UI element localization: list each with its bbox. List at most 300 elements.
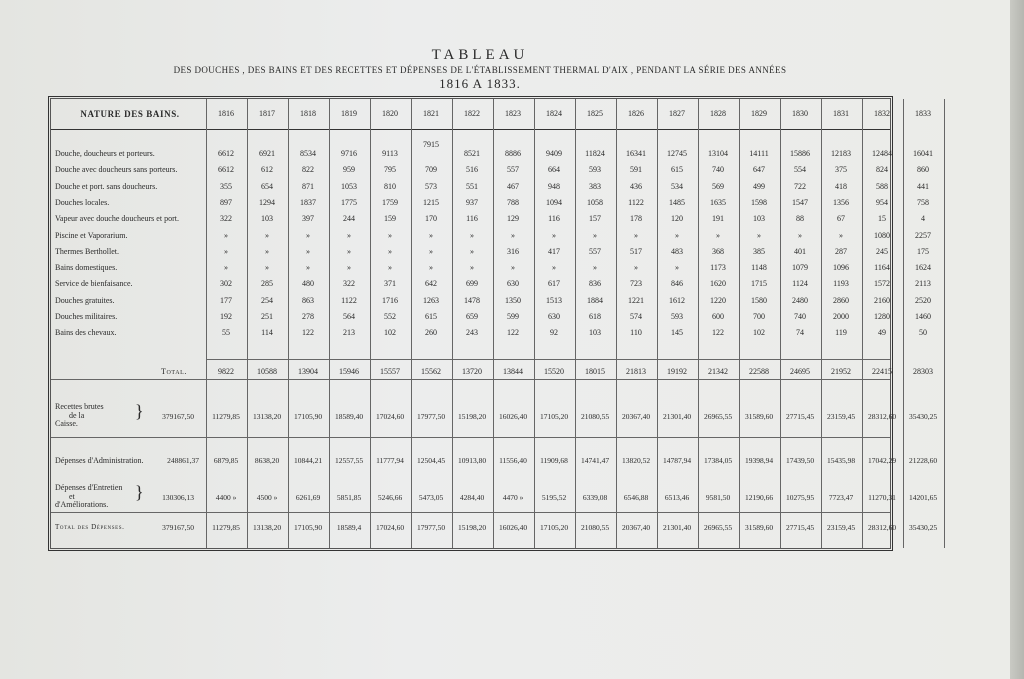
table-cell: » bbox=[716, 230, 720, 240]
table-cell: 1096 bbox=[833, 263, 849, 273]
table-cell: 1220 bbox=[710, 295, 726, 305]
table-cell: 630 bbox=[548, 312, 560, 321]
table-cell: » bbox=[347, 230, 351, 240]
table-cell: » bbox=[675, 230, 679, 240]
money-cell: 26965,55 bbox=[703, 412, 733, 421]
table-cell: 251 bbox=[261, 312, 273, 321]
money-cell: 17024,60 bbox=[375, 412, 405, 421]
table-cell: 1122 bbox=[628, 197, 644, 207]
table-cell: 593 bbox=[671, 312, 683, 321]
money-cell: 4470 » bbox=[502, 493, 524, 502]
table-cell: 67 bbox=[837, 214, 845, 224]
table-cell: 1884 bbox=[587, 295, 603, 305]
table-cell: 8521 bbox=[464, 149, 480, 158]
table-cell: 102 bbox=[384, 328, 396, 338]
table-cell: 191 bbox=[712, 214, 724, 224]
row-label: Thermes Berthollet. bbox=[55, 246, 119, 256]
table-cell: 822 bbox=[302, 165, 314, 175]
table-cell: 322 bbox=[220, 214, 232, 224]
table-cell: 588 bbox=[876, 181, 888, 191]
year-header: 1818 bbox=[300, 109, 316, 118]
table-cell: 740 bbox=[794, 312, 806, 321]
data-table bbox=[48, 96, 938, 551]
table-cell: 1193 bbox=[833, 279, 849, 289]
money-cell: 19398,94 bbox=[744, 456, 774, 465]
table-cell: 723 bbox=[630, 279, 642, 289]
money-cell: 17105,90 bbox=[293, 412, 323, 421]
table-cell: 15886 bbox=[790, 149, 810, 158]
table-cell: 612 bbox=[261, 165, 273, 175]
row-label: Recettes brutes bbox=[55, 402, 104, 411]
table-cell: » bbox=[675, 263, 679, 273]
year-header: 1819 bbox=[341, 109, 357, 118]
table-cell: 8886 bbox=[505, 149, 521, 158]
row-label: Dépenses d'Administration. bbox=[55, 456, 144, 465]
table-cell: 102 bbox=[753, 328, 765, 338]
total-cell: 10588 bbox=[257, 367, 277, 376]
total-rule bbox=[206, 359, 890, 360]
table-cell: 1624 bbox=[915, 263, 931, 273]
table-cell: 1053 bbox=[341, 181, 357, 191]
total-cell: 22415 bbox=[872, 367, 892, 376]
table-cell: 1122 bbox=[341, 295, 357, 305]
table-cell: 11824 bbox=[585, 149, 605, 158]
table-cell: 12183 bbox=[831, 149, 851, 158]
recettes-rule bbox=[51, 437, 890, 438]
money-cell: 10913,80 bbox=[457, 456, 487, 465]
table-cell: 2113 bbox=[915, 279, 931, 289]
table-cell: 591 bbox=[630, 165, 642, 175]
table-cell: 92 bbox=[550, 328, 558, 338]
table-cell: » bbox=[757, 230, 761, 240]
total-cell: 21952 bbox=[831, 367, 851, 376]
year-header: 1817 bbox=[259, 109, 275, 118]
money-cell: 21228,60 bbox=[908, 456, 938, 465]
table-cell: » bbox=[388, 230, 392, 240]
year-header: 1827 bbox=[669, 109, 685, 118]
table-cell: 145 bbox=[671, 328, 683, 338]
table-cell: 13104 bbox=[708, 149, 728, 158]
money-cell: 23159,45 bbox=[826, 412, 856, 421]
table-cell: 110 bbox=[630, 328, 642, 338]
money-cell: 31589,60 bbox=[744, 412, 774, 421]
table-cell: 397 bbox=[302, 214, 314, 224]
table-cell: 103 bbox=[261, 214, 273, 224]
table-cell: 368 bbox=[712, 246, 724, 256]
money-cell: 17042,29 bbox=[867, 456, 897, 465]
book-spine-edge bbox=[1010, 0, 1024, 679]
table-cell: 170 bbox=[425, 214, 437, 224]
money-cell: 5851,85 bbox=[336, 493, 362, 502]
year-header: 1833 bbox=[915, 109, 931, 118]
table-cell: 177 bbox=[220, 295, 232, 305]
document-subtitle: DES DOUCHES , DES BAINS ET DES RECETTES ET DÉPENSES DE L'ÉTABLISSEMENT THERMAL D'AIX , PENDANT LA SÉRIE DES ANNÉES bbox=[173, 65, 787, 75]
total-cell: 13844 bbox=[503, 367, 523, 376]
document-years-range: 1816 A 1833. bbox=[439, 76, 521, 91]
table-cell: 574 bbox=[630, 312, 642, 321]
money-cell: 35430,25 bbox=[908, 412, 938, 421]
table-cell: 302 bbox=[220, 279, 232, 289]
table-cell: 615 bbox=[671, 165, 683, 175]
total-cell: 15520 bbox=[544, 367, 564, 376]
table-cell: 401 bbox=[794, 246, 806, 256]
money-cell: 17105,20 bbox=[539, 412, 569, 421]
table-cell: 322 bbox=[343, 279, 355, 289]
total-cell: 24695 bbox=[790, 367, 810, 376]
table-cell: 385 bbox=[753, 246, 765, 256]
table-cell: 12745 bbox=[667, 149, 687, 158]
year-header: 1829 bbox=[751, 109, 767, 118]
table-cell: » bbox=[265, 246, 269, 256]
row-label: Douches locales. bbox=[55, 197, 110, 207]
table-cell: 119 bbox=[835, 328, 847, 338]
money-cell: 6261,69 bbox=[295, 493, 321, 502]
row-label: Douches militaires. bbox=[55, 312, 118, 321]
table-cell: » bbox=[552, 230, 556, 240]
year-header: 1828 bbox=[710, 109, 726, 118]
total-depenses-cell: 13138,20 bbox=[252, 523, 282, 532]
money-cell: 28312,60 bbox=[867, 412, 897, 421]
table-cell: » bbox=[224, 246, 228, 256]
table-cell: 436 bbox=[630, 181, 642, 191]
total-depenses-cell: 15198,20 bbox=[457, 523, 487, 532]
total-depenses-cell: 21301,40 bbox=[662, 523, 692, 532]
table-cell: 1215 bbox=[423, 197, 439, 207]
table-cell: 245 bbox=[876, 246, 888, 256]
table-cell: 1080 bbox=[874, 230, 890, 240]
total-cell: 15562 bbox=[421, 367, 441, 376]
table-cell: » bbox=[593, 230, 597, 240]
year-header: 1824 bbox=[546, 109, 562, 118]
table-cell: » bbox=[347, 246, 351, 256]
money-cell: 10275,95 bbox=[785, 493, 815, 502]
table-cell: 1598 bbox=[751, 197, 767, 207]
table-cell: 441 bbox=[917, 181, 929, 191]
table-cell: 699 bbox=[466, 279, 478, 289]
table-cell: 103 bbox=[753, 214, 765, 224]
table-cell: 1759 bbox=[382, 197, 398, 207]
entretien-rule bbox=[51, 512, 890, 513]
table-cell: 483 bbox=[671, 246, 683, 256]
money-cell: 21301,40 bbox=[662, 412, 692, 421]
table-cell: 1094 bbox=[546, 197, 562, 207]
money-cell: 17439,50 bbox=[785, 456, 815, 465]
total-depenses-cell: 17977,50 bbox=[416, 523, 446, 532]
table-cell: 1620 bbox=[710, 279, 726, 289]
table-cell: 316 bbox=[507, 246, 519, 256]
total-depenses-cell: 26965,55 bbox=[703, 523, 733, 532]
table-cell: 122 bbox=[302, 328, 314, 338]
year-header: 1832 bbox=[874, 109, 890, 118]
row-label: Bains des chevaux. bbox=[55, 328, 117, 338]
money-cell: 6879,85 bbox=[213, 456, 239, 465]
table-cell: 103 bbox=[589, 328, 601, 338]
total-depenses-cell: 16026,40 bbox=[498, 523, 528, 532]
table-cell: 810 bbox=[384, 181, 396, 191]
table-cell: 375 bbox=[835, 165, 847, 175]
table-cell: 55 bbox=[222, 328, 230, 338]
table-cell: 417 bbox=[548, 246, 560, 256]
table-cell: 244 bbox=[343, 214, 355, 224]
table-cell: 1263 bbox=[423, 295, 439, 305]
table-cell: 9409 bbox=[546, 149, 562, 158]
table-cell: » bbox=[429, 263, 433, 273]
money-cell: 9581,50 bbox=[705, 493, 731, 502]
table-cell: 551 bbox=[466, 181, 478, 191]
table-cell: » bbox=[470, 246, 474, 256]
row-label: d'Améliorations. bbox=[55, 500, 109, 509]
total-depenses-cell: 27715,45 bbox=[785, 523, 815, 532]
row-label: Douche avec doucheurs sans porteurs. bbox=[55, 165, 178, 175]
money-cell: 6339,08 bbox=[582, 493, 608, 502]
total-cell: 21813 bbox=[626, 367, 646, 376]
money-cell: 11556,40 bbox=[499, 456, 527, 465]
table-cell: » bbox=[798, 230, 802, 240]
nature-header: NATURE DES BAINS. bbox=[80, 109, 180, 119]
table-cell: 287 bbox=[835, 246, 847, 256]
money-cell: 248861,37 bbox=[167, 456, 199, 465]
money-cell: 7723,47 bbox=[828, 493, 854, 502]
money-cell: 14741,47 bbox=[580, 456, 610, 465]
table-cell: 2480 bbox=[792, 295, 808, 305]
table-cell: 534 bbox=[671, 181, 683, 191]
year-header: 1816 bbox=[218, 109, 234, 118]
table-cell: 120 bbox=[671, 214, 683, 224]
money-cell: 14787,94 bbox=[662, 456, 692, 465]
year-header: 1830 bbox=[792, 109, 808, 118]
table-cell: 1350 bbox=[505, 295, 521, 305]
document-header bbox=[0, 46, 960, 91]
money-cell: 5246,66 bbox=[377, 493, 403, 502]
money-cell: 14201,65 bbox=[908, 493, 938, 502]
table-cell: 1635 bbox=[710, 197, 726, 207]
table-cell: » bbox=[839, 230, 843, 240]
money-cell: 11270,31 bbox=[868, 493, 896, 502]
table-cell: 88 bbox=[796, 214, 804, 224]
table-cell: 285 bbox=[261, 279, 273, 289]
total-depenses-cell: 20367,40 bbox=[621, 523, 651, 532]
year-header: 1831 bbox=[833, 109, 849, 118]
table-cell: 1837 bbox=[300, 197, 316, 207]
table-cell: 2520 bbox=[915, 295, 931, 305]
table-cell: » bbox=[306, 246, 310, 256]
table-cell: » bbox=[306, 263, 310, 273]
table-cell: 278 bbox=[302, 312, 314, 321]
table-cell: » bbox=[224, 263, 228, 273]
table-cell: 16341 bbox=[626, 149, 646, 158]
year-header: 1820 bbox=[382, 109, 398, 118]
table-cell: 4 bbox=[921, 214, 925, 224]
row-label: Vapeur avec douche doucheurs et port. bbox=[55, 214, 179, 224]
total-cell: 13720 bbox=[462, 367, 482, 376]
money-cell: 16026,40 bbox=[498, 412, 528, 421]
brace: } bbox=[135, 482, 144, 502]
table-cell: » bbox=[388, 263, 392, 273]
money-cell: 12190,66 bbox=[744, 493, 774, 502]
table-cell: » bbox=[470, 230, 474, 240]
table-cell: 499 bbox=[753, 181, 765, 191]
table-cell: 618 bbox=[589, 312, 601, 321]
table-cell: » bbox=[265, 230, 269, 240]
table-cell: » bbox=[429, 246, 433, 256]
money-cell: 5473,05 bbox=[418, 493, 444, 502]
table-cell: 122 bbox=[507, 328, 519, 338]
table-cell: » bbox=[265, 263, 269, 273]
table-cell: 157 bbox=[589, 214, 601, 224]
table-cell: 260 bbox=[425, 328, 437, 338]
table-cell: 1221 bbox=[628, 295, 644, 305]
total-cell: 21342 bbox=[708, 367, 728, 376]
table-cell: 9113 bbox=[382, 149, 398, 158]
table-cell: 1775 bbox=[341, 197, 357, 207]
total-depenses-cell: 31589,60 bbox=[744, 523, 774, 532]
year-header: 1826 bbox=[628, 109, 644, 118]
money-cell: 12557,55 bbox=[334, 456, 364, 465]
money-cell: 12504,45 bbox=[416, 456, 446, 465]
table-cell: 740 bbox=[712, 165, 724, 175]
total-cell: 15557 bbox=[380, 367, 400, 376]
total-cell: 15946 bbox=[339, 367, 359, 376]
table-cell: 795 bbox=[384, 165, 396, 175]
table-cell: 516 bbox=[466, 165, 478, 175]
table-cell: » bbox=[511, 263, 515, 273]
table-cell: 116 bbox=[548, 214, 560, 224]
table-cell: 175 bbox=[917, 246, 929, 256]
table-cell: 1460 bbox=[915, 312, 931, 321]
money-cell: 13820,52 bbox=[621, 456, 651, 465]
document-title: TABLEAU bbox=[431, 47, 529, 63]
table-cell: » bbox=[470, 263, 474, 273]
table-cell: 7915 bbox=[423, 140, 439, 149]
table-cell: 12484 bbox=[872, 149, 892, 158]
row-label: de la bbox=[69, 410, 85, 420]
table-cell: 1294 bbox=[259, 197, 275, 207]
table-cell: 1513 bbox=[546, 295, 562, 305]
money-cell: 130306,13 bbox=[162, 493, 194, 502]
table-cell: » bbox=[388, 246, 392, 256]
money-cell: 13138,20 bbox=[252, 412, 282, 421]
table-cell: 557 bbox=[507, 165, 519, 175]
table-cell: 114 bbox=[261, 328, 273, 338]
money-cell: 17384,05 bbox=[703, 456, 733, 465]
table-cell: 480 bbox=[302, 279, 314, 289]
table-cell: 573 bbox=[425, 181, 437, 191]
total-depenses-cell: 11279,85 bbox=[212, 523, 240, 532]
total-depenses-cell: 17024,60 bbox=[375, 523, 405, 532]
table-cell: 554 bbox=[794, 165, 806, 175]
money-cell: 15198,20 bbox=[457, 412, 487, 421]
table-cell: 937 bbox=[466, 197, 478, 207]
table-cell: 178 bbox=[630, 214, 642, 224]
money-cell: 11279,85 bbox=[212, 412, 240, 421]
year-header: 1823 bbox=[505, 109, 521, 118]
table-cell: 2860 bbox=[833, 295, 849, 305]
table-cell: 383 bbox=[589, 181, 601, 191]
table-cell: 788 bbox=[507, 197, 519, 207]
table-cell: 569 bbox=[712, 181, 724, 191]
total-cell: 22588 bbox=[749, 367, 769, 376]
total-depenses-cell: 28312,60 bbox=[867, 523, 897, 532]
total-cell: 28303 bbox=[913, 367, 933, 376]
table-cell: 1280 bbox=[874, 312, 890, 321]
table-cell: » bbox=[634, 263, 638, 273]
row-label: Dépenses d'Entretien bbox=[55, 483, 123, 492]
table-cell: » bbox=[306, 230, 310, 240]
table-cell: » bbox=[347, 263, 351, 273]
total-bottom-rule bbox=[51, 379, 890, 380]
table-cell: 2160 bbox=[874, 295, 890, 305]
row-label: Piscine et Vaporarium. bbox=[55, 230, 128, 240]
table-cell: 6612 bbox=[218, 149, 234, 158]
table-cell: 659 bbox=[466, 312, 478, 321]
row-label: Service de bienfaisance. bbox=[55, 279, 133, 289]
table-cell: 1173 bbox=[710, 263, 726, 273]
row-label: et bbox=[69, 491, 75, 501]
table-cell: 642 bbox=[425, 279, 437, 289]
table-cell: » bbox=[634, 230, 638, 240]
data-table-inner bbox=[50, 98, 938, 549]
table-cell: 722 bbox=[794, 181, 806, 191]
table-cell: » bbox=[511, 230, 515, 240]
table-cell: 615 bbox=[425, 312, 437, 321]
table-cell: 418 bbox=[835, 181, 847, 191]
total-cell: 13904 bbox=[298, 367, 318, 376]
table-cell: 50 bbox=[919, 328, 927, 338]
money-cell: 17977,50 bbox=[416, 412, 446, 421]
table-cell: » bbox=[224, 230, 228, 240]
table-cell: 1356 bbox=[833, 197, 849, 207]
table-cell: 617 bbox=[548, 279, 560, 289]
table-cell: » bbox=[552, 263, 556, 273]
row-label: Douche, doucheurs et porteurs. bbox=[55, 149, 155, 158]
table-cell: 863 bbox=[302, 295, 314, 305]
table-cell: 1485 bbox=[669, 197, 685, 207]
table-cell: 1478 bbox=[464, 295, 480, 305]
total-cell: 18015 bbox=[585, 367, 605, 376]
table-cell: 1148 bbox=[751, 263, 767, 273]
total-depenses-cell: 379167,50 bbox=[162, 523, 194, 532]
table-cell: 1715 bbox=[751, 279, 767, 289]
table-cell: 836 bbox=[589, 279, 601, 289]
total-cell: 9822 bbox=[218, 367, 234, 376]
table-cell: 254 bbox=[261, 295, 273, 305]
year-header: 1825 bbox=[587, 109, 603, 118]
table-cell: 15 bbox=[878, 214, 886, 224]
table-cell: 116 bbox=[466, 214, 478, 224]
total-cell: 19192 bbox=[667, 367, 687, 376]
table-cell: 1612 bbox=[669, 295, 685, 305]
table-cell: 600 bbox=[712, 312, 724, 321]
table-cell: 599 bbox=[507, 312, 519, 321]
table-cell: 954 bbox=[876, 197, 888, 207]
table-cell: 129 bbox=[507, 214, 519, 224]
column-rule bbox=[944, 99, 945, 548]
total-depenses-cell: 17105,90 bbox=[293, 523, 323, 532]
table-cell: 1716 bbox=[382, 295, 398, 305]
table-cell: 897 bbox=[220, 197, 232, 207]
table-cell: 355 bbox=[220, 181, 232, 191]
money-cell: 4400 » bbox=[215, 493, 237, 502]
table-cell: 700 bbox=[753, 312, 765, 321]
money-cell: 10844,21 bbox=[293, 456, 323, 465]
table-cell: 159 bbox=[384, 214, 396, 224]
table-cell: 2257 bbox=[915, 230, 931, 240]
money-cell: 379167,50 bbox=[162, 412, 194, 421]
money-cell: 18589,40 bbox=[334, 412, 364, 421]
table-cell: 1058 bbox=[587, 197, 603, 207]
table-cell: 6921 bbox=[259, 149, 275, 158]
total-label: Total. bbox=[161, 367, 188, 376]
